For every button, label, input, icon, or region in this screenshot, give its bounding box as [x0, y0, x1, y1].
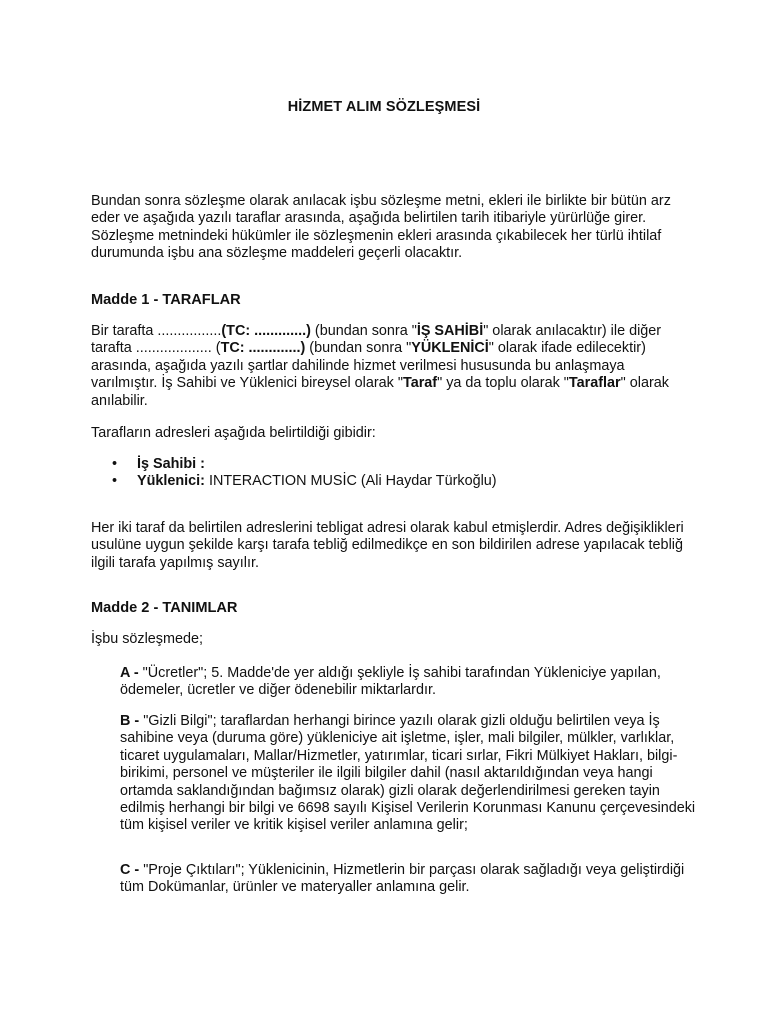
text-run: (bundan sonra " — [310, 323, 417, 339]
definition-text: "Ücretler"; 5. Madde'de yer aldığı şekliyle İş sahibi tarafından Yükleniciye yapılan, ödemeler, ücretler ve diğer ödenebilir miktarlardır. — [120, 665, 661, 699]
text-run: " olarak anılacaktır) ile diğer tarafta ................... ( — [91, 323, 662, 357]
document-title: HİZMET ALIM SÖZLEŞMESİ — [287, 99, 481, 115]
text-run: " olarak ifade edilecektir) arasında, aşağıda yazılı şartlar dahilinde hizmet verilmesi hususunda bu anlaşmaya varılmıştır. İş Sahibi ve Yüklenici bireysel olarak " — [91, 340, 646, 392]
definition-text: "Proje Çıktıları"; Yüklenicinin, Hizmetlerin bir parçası olarak sağladığı veya geliştirdiği tüm Dokümanlar, ürünler ve materyaller anlamına gelir. — [120, 862, 685, 896]
definition-text: "Gizli Bilgi"; taraflardan herhangi birince yazılı olarak gizli olduğu belirtilen veya İş sahibine veya (duruma göre) yükleniciye ait işletme, işler, mali bilgiler, mülkler, varlıklar, ticaret uygulamaları, Mallar/Hizmetler, yatırımlar, ticari sırlar, Fikri Mülkiyet Hakları, bilgi-birikimi, personel ve müşteriler ile ilgili bilgiler dahil (nasıl aktarıldığından veya hangi ortamda saklandığından bağımsız olarak) gizli olarak değerlendirilmesi gereken tayin edilmiş herhangi bir bilgi ve 6698 sayılı Kişisel Verilerin Korunması Kanunu çerçevesindeki tüm kişisel veriler ve kritik kişisel veriler anlamına gelir; — [120, 713, 696, 834]
definition-key: B - — [120, 713, 144, 729]
is-sahibi-term: İŞ SAHİBİ — [416, 323, 484, 339]
madde-1-heading: Madde 1 - TARAFLAR — [91, 292, 241, 308]
definition-b — [120, 713, 700, 835]
text-run: " olarak anılabilir. — [91, 375, 669, 409]
definition-key: C - — [120, 862, 144, 878]
definition-c — [120, 862, 700, 897]
notification-paragraph: Her iki taraf da belirtilen adreslerini tebligat adresi olarak kabul etmişlerdir. Adres değişiklikleri usulüne uygun şekilde karşı tarafa tebliğ edilmedikçe en son bildirilen adrese yapılacak tebliğ ilgili tarafa yapılmış sayılır. — [91, 520, 684, 571]
list-item-label: İş Sahibi : — [137, 456, 205, 472]
text-run: Bir tarafta ................ — [91, 323, 222, 339]
list-item — [112, 473, 497, 490]
parties-paragraph — [91, 323, 691, 410]
bullet-icon: • — [112, 456, 118, 472]
yuklenici-term: YÜKLENİCİ — [411, 340, 489, 357]
intro-paragraph: Bundan sonra sözleşme olarak anılacak işbu sözleşme metni, ekleri ile birlikte bir bütün arz eder ve aşağıda yazılı taraflar arasında, aşağıda belirtilen tarih itibariyle yürürlüğe girer. Sözleşme metnindeki hükümler ile sözleşmenin ekleri arasında çıkabilecek her türlü ihtilaf durumunda işbu ana sözleşme maddeleri geçerli olacaktır. — [91, 193, 671, 262]
taraflar-term: Taraflar — [568, 375, 621, 392]
list-item-value: INTERACTION MUSİC (Ali Haydar Türkoğlu) — [204, 473, 497, 490]
addresses-intro: Tarafların adresleri aşağıda belirtildiği gibidir: — [91, 425, 376, 441]
text-run: " ya da toplu olarak " — [437, 375, 569, 392]
list-item-label: Yüklenici: — [137, 473, 205, 490]
madde-2-heading: Madde 2 - TANIMLAR — [91, 600, 238, 616]
tc-placeholder-2: TC: .............) — [220, 340, 306, 357]
text-run: (bundan sonra " — [305, 340, 412, 357]
tc-placeholder-1: (TC: .............) — [221, 323, 311, 339]
list-item — [112, 456, 497, 473]
definitions-intro: İşbu sözleşmede; — [91, 631, 203, 647]
parties-list — [112, 456, 497, 491]
bullet-icon: • — [112, 473, 118, 490]
taraf-term: Taraf — [402, 375, 438, 392]
definition-key: A - — [120, 665, 143, 681]
definition-a — [120, 665, 700, 700]
